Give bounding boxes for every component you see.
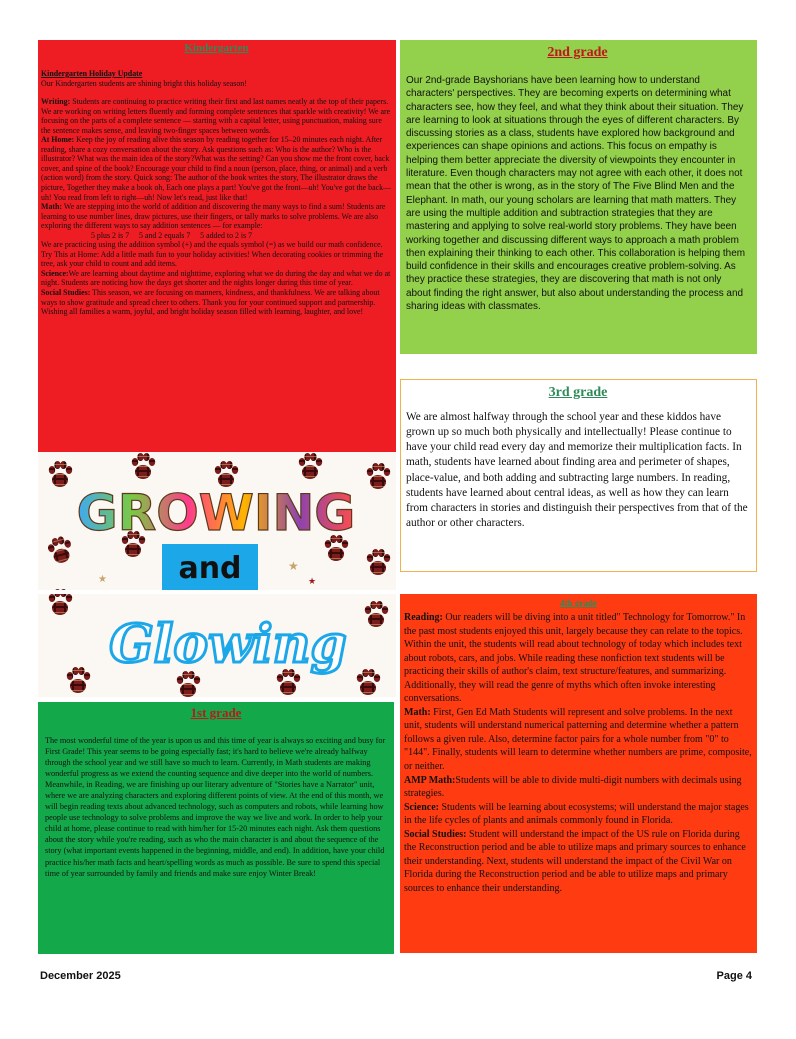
kindergarten-math: Math: We are stepping into the world of addition and discovering the many ways to find a sum! Students are learning to use number lines, draw pictures, use their fingers, or tally marks to solve problems. We are also exploring the different ways to say addition sentences — for example: [41,202,386,231]
third-grade-text: We are almost halfway through the school year and these kiddos have grown up so much both physically and intellectually! Please continue to have your child read every day and memorize their multiplication facts. In math, students have learned about finding area and perimeter of shapes, place-value, and both adding and subtracting large numbers. In reading, students have learned about central ideas, as well as how they can learn from characters in stories and distinguish their perspectives from that of the author or other characters. [406,411,748,530]
kindergarten-home: At Home: Keep the joy of reading alive this season by reading together for 15–20 minutes each night. After reading, share a cozy conversation about the story. Ask questions such as: Who is the author? Who is the illustrator? What was the main idea of the story?What was the setting? Can you show me the front cover, back cover, and spine of the book? Encourage your child to find a noun (person, place, thing, or animal) and a verb (action word) from the story. Quick song: The author of the book writes the story, The illustrator draws the picture, Together they make a book oh, Each one plays a part! You've got the front—uh! You've got the back—uh! You read from left to right—uh! Now let's read, just like that! [41,135,391,202]
fourth-grade-social: Social Studies: Student will understand the impact of the US rule on Florida during the Reconstruction period and be able to utilize maps and primary sources to enhance their understanding. Next, students will understand the impact of the Civil War on Florida during the Reconstruction period and be able to utilize maps and primary sources to enhance their understanding. [404,828,746,894]
footer-date: December 2025 [40,970,121,982]
first-grade-text: The most wonderful time of the year is upon us and this time of year is always so exciting and busy for First Grade! This year seems to be going especially fast; it's hard to believe we're already halfway through the school year and we still have so much to learn. Currently, in Math students are making wonderful progress as we extend the counting sequence and dive deeper into the world of numbers. Meanwhile, in Reading, we are finishing up our literary adventure of "Stories have a Narrator" unit, where we are analyzing characters and exploring different points of view. At the end of this month, we will begin reading texts about advanced technology, such as computers and robots, while learning how people use technology to solve problems and improve the way we live and work. In order to help your child at home, please continue to read with him/her for 15-20 minutes each night. Ask them questions about the story while you're reading, such as who the main character is and about the sequence of the story (what important events happened in the beginning, middle, and end). In addition, have your child practice his/her math facts and heart/spelling words as much as possible. Be sure to spend this special time of year surrounded by family and friends and make sure enjoy Winter Break! [45,736,386,878]
kindergarten-social: Social Studies: This season, we are focusing on manners, kindness, and thankfulness. We are talking about ways to show gratitude and spread cheer to others. Thank you for your continued support and partnership. Wishing all families a warm, joyful, and bright holiday season filled with learning, laughter, and love! [41,288,380,317]
second-grade-title: 2nd grade [547,45,608,60]
kindergarten-section [38,40,396,452]
and-word: and [178,551,242,586]
kindergarten-intro: Our Kindergarten students are shining bright this holiday season! [41,78,247,88]
kindergarten-writing: Writing: Students are continuing to practice writing their first and last names neatly at the top of their papers. We are working on writing letters fluently and forming complete sentences that sparkle with creativity! We are focusing on the parts of a complete sentence — starting with a capital letter, using punctuation, making sure the sentence makes sense, and leaving two-finger spaces between words. [41,97,391,135]
growing-word: GROWING [76,484,356,542]
footer-page-number: Page 4 [716,970,752,982]
fourth-grade-math: Math: First, Gen Ed Math Students will represent and solve problems. In the next unit, students will understand numerical patterning and determine whether a pattern follows a given rule. Also, determine factor pairs for a whole number from "0" to "144". Finally, students will learn to determine whether numbers are prime, composite, or neither. [404,706,752,773]
fourth-grade-section [400,594,757,953]
fourth-grade-reading: Reading: Our readers will be diving into a unit titled" Technology for Tomorrow." In the past most students enjoyed this unit, largely because they can relate to the topics. Within the unit, the students will read about technology of today which includes text about robots, cars, and jobs. While reading these nonfiction text students will be practicing their skills of author's claim, text structure/features, and summarizing. Additionally, they will read the genre of myths which often invoke interesting conversations. [404,612,746,705]
svg-text:★: ★ [308,577,317,587]
second-grade-text: Our 2nd-grade Bayshorians have been learning how to understand characters' perspectives. They are becoming experts on determining what characters see, how they feel, and what they think about their situation. They are learning to look at situations through the eyes of different characters. By discussing stories as a class, students have explored how background and experiences can shape opinions and actions. This focus on empathy is helping them better appreciate the diversity of viewpoints they encounter in literature. Even though characters may not agree with each other, it does not mean that the other is wrong, as in the story of The Five Blind Men and the Elephant. In math, our young scholars are learning that math matters. They are using the multiple addition and subtraction strategies that they are mastering and applying to solve real-world story problems. They have been working together and discussing different ways to approach a math problem then explaining their thinking to each other. This collaboration is helping them build confidence in their skills and encourages creative problem-solving. As they practice these strategies, they are discovering that math is not only about finding the right answer, but also about understanding the process and sharing ideas with classmates. [406,75,746,313]
glowing-word: Glowing [109,614,347,675]
third-grade-title: 3rd grade [548,385,608,400]
kindergarten-science: Science:We are learning about daytime and nighttime, exploring what we do during the day and what we do at night. Students are noticing how the days get shorter and the nights longer during this time of year. [41,268,391,288]
first-grade-title: 1st grade [190,705,242,720]
collage-art [38,452,396,697]
fourth-grade-title: 4th grade [560,598,597,608]
fourth-grade-science: Science: Students will be learning about ecosystems; will understand the major stages in the life cycles of plants and animals commonly found in Florida. [404,801,749,827]
svg-text:★: ★ [288,559,299,573]
kindergarten-heading: Kindergarten Holiday Update [41,69,143,78]
fourth-grade-amp: AMP Math:Students will be able to divide multi-digit numbers with decimals using strategies. [404,774,742,800]
kindergarten-math-2: We are practicing using the addition symbol (+) and the equals symbol (=) as we build our math confidence. Try This at Home: Add a little math fun to your holiday activities! When decorating cookies or trimming the tree, ask your child to count and add items. [41,240,384,269]
svg-text:★: ★ [98,574,107,585]
second-grade-section [400,40,757,354]
growing-glowing-collage [38,452,396,697]
third-grade-section [400,379,757,572]
first-grade-section [38,702,394,954]
kindergarten-math-example: 5 plus 2 is 7 5 and 2 equals 7 5 added to 2 is 7 [91,230,253,240]
kindergarten-title: Kindergarten [184,42,249,54]
